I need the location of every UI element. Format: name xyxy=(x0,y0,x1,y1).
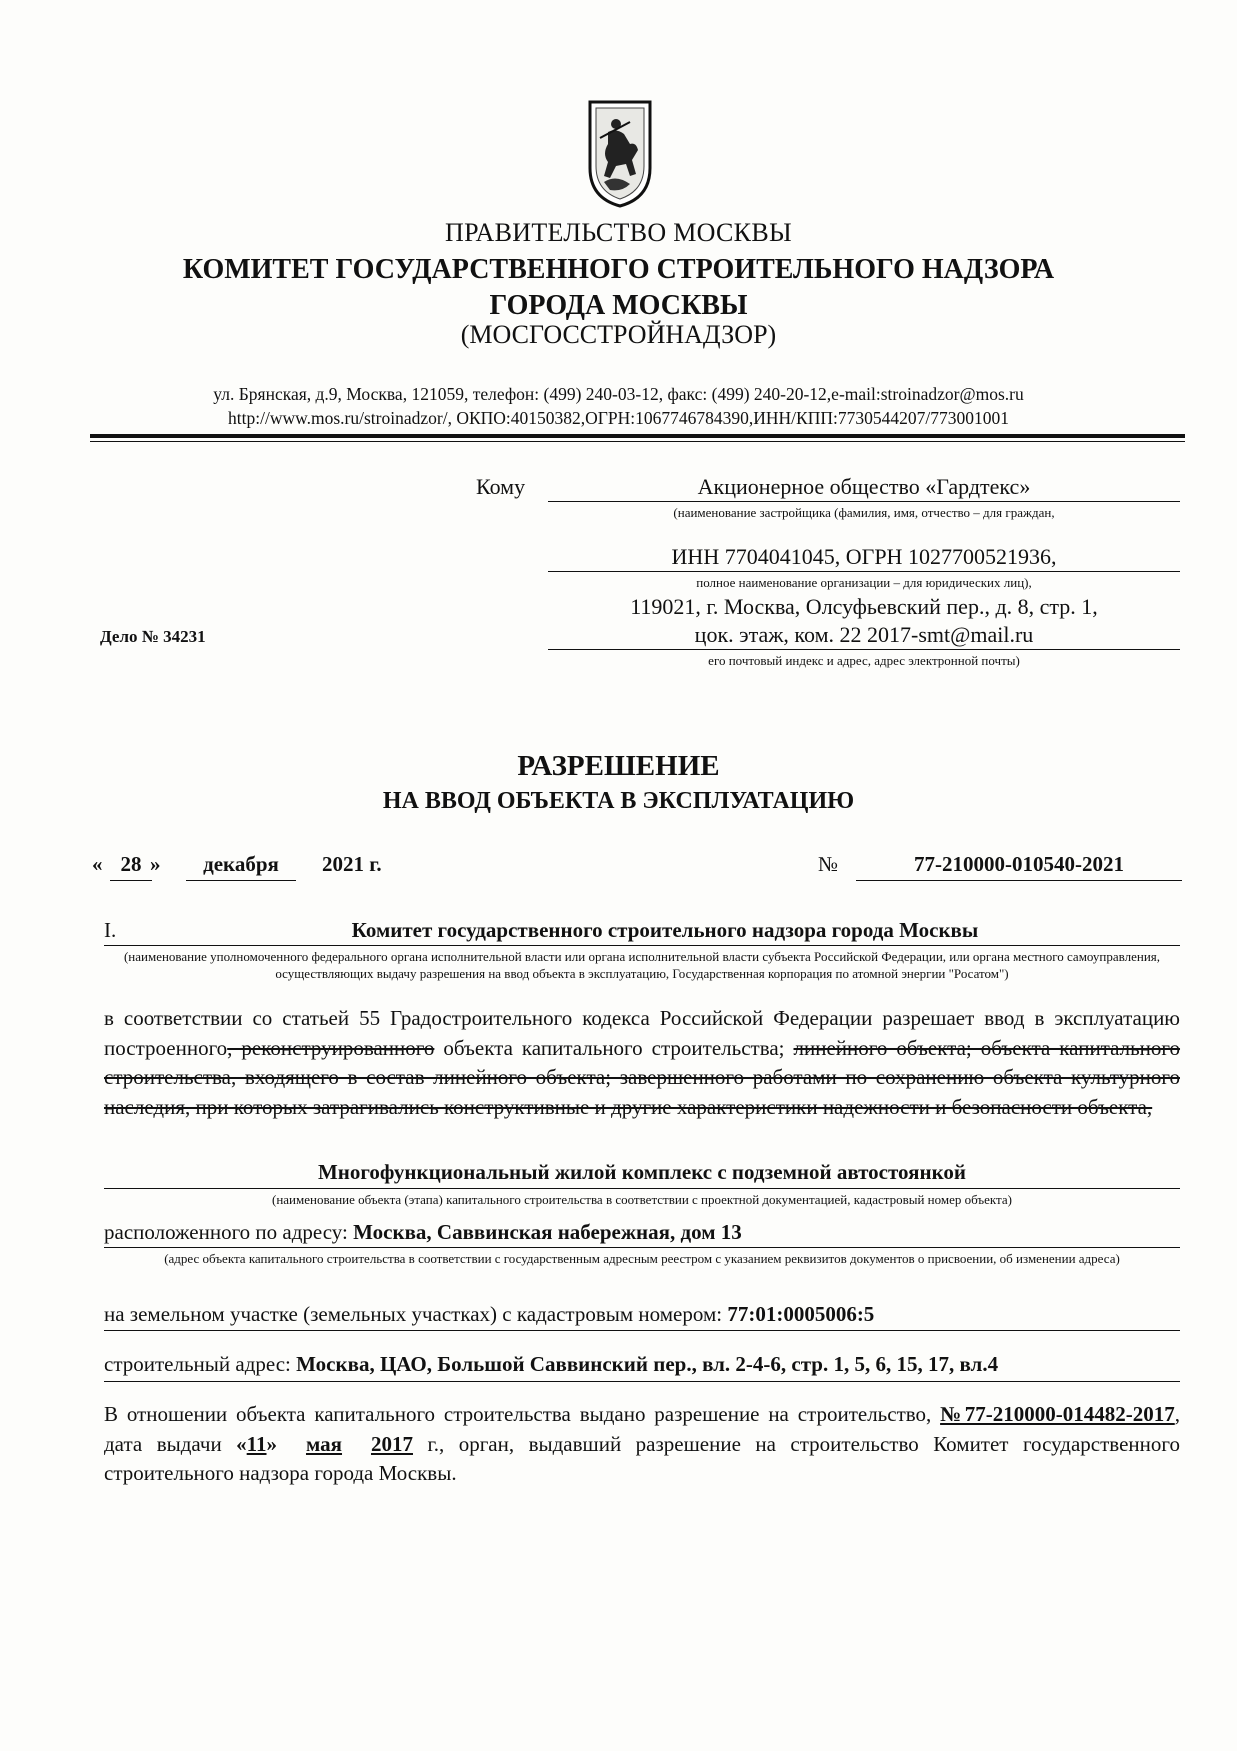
header-divider-thick xyxy=(90,434,1185,438)
object-address-note: (адрес объекта капитального строительства в соответствии с государственным адресным реестром с указанием реквизитов документов о присвоении, об изменении адреса) xyxy=(164,1251,1120,1266)
recipient-name-underline xyxy=(548,501,1180,502)
object-name-underline xyxy=(104,1188,1180,1189)
construction-address-underline xyxy=(104,1381,1180,1382)
building-permit-month: мая xyxy=(305,1431,343,1456)
cadastral-number: 77:01:0005006:5 xyxy=(727,1302,875,1326)
object-address-value: Москва, Саввинская набережная, дом 13 xyxy=(353,1220,742,1244)
building-permit-text-a: В отношении объекта капитального строительства выдано разрешение на строительство, xyxy=(104,1402,941,1426)
building-permit-open-quote: « xyxy=(236,1431,247,1456)
object-address-line xyxy=(104,1220,742,1245)
recipient-address-line2: цок. этаж, ком. 22 2017-smt@mail.ru xyxy=(694,622,1034,647)
construction-address-value: Москва, ЦАО, Большой Саввинский пер., вл. 2-4-6, стр. 1, 5, 6, 15, 17, вл.4 xyxy=(296,1352,999,1376)
committee-name xyxy=(0,252,1237,324)
date-close-quote: » xyxy=(150,852,161,876)
permission-text-b: объекта капитального строительства; xyxy=(434,1035,794,1060)
cadastral-line xyxy=(104,1302,874,1327)
permit-number-underline xyxy=(856,880,1182,881)
building-permit-text-b: , дата выдачи xyxy=(104,1402,1180,1456)
object-name: Многофункциональный жилой комплекс с подземной автостоянкой xyxy=(317,1160,967,1184)
construction-address-label: строительный адрес: xyxy=(104,1352,297,1376)
recipient-ids-underline xyxy=(548,571,1180,572)
committee-name-line2: ГОРОДА МОСКВЫ xyxy=(489,290,748,321)
building-permit-text-c: г., орган, выдавший разрешение на строительство Комитет государственного строительного надзора города Москвы. xyxy=(104,1431,1180,1485)
building-permit-year: 2017 xyxy=(370,1431,413,1456)
header-divider-thin xyxy=(90,441,1185,442)
committee-abbreviation: (МОСГОССТРОЙНАДЗОР) xyxy=(460,320,777,349)
recipient-ids: ИНН 7704041045, ОГРН 1027700521936, xyxy=(671,544,1057,569)
struck-object-types: линейного объекта; объекта капитального строительства, входящего в состав линейного объекта; завершенного работами по сохранению объекта культурного наследия, при которых затрагивались конструктивные и другие характеристики надежности и безопасности объекта, xyxy=(104,1035,1181,1119)
construction-address-line xyxy=(104,1352,998,1377)
permission-text-a: в соответствии со статьей 55 Градостроительного кодекса Российской Федерации разрешает ввод в эксплуатацию построенного xyxy=(104,1006,1180,1060)
building-permit-close-quote: » xyxy=(266,1431,278,1456)
authority-note: (наименование уполномоченного федерального органа исполнительной власти или органа исполнительной власти субъекта Российской Федерации, или органа местного самоуправления, осуществляющих выдачу разрешения на ввод объекта в эксплуатацию, Государственная корпорация по атомной энергии "Росатом") xyxy=(123,949,1161,981)
recipient-address-note: его почтовый индекс и адрес, адрес электронной почты) xyxy=(708,653,1020,668)
date-month: декабря xyxy=(203,852,279,876)
building-permit-day: 11 xyxy=(246,1431,267,1456)
date-open-quote: « xyxy=(92,852,103,876)
date-day: 28 xyxy=(120,852,142,876)
document-subtitle: НА ВВОД ОБЪЕКТА В ЭКСПЛУАТАЦИЮ xyxy=(382,788,855,814)
recipient-name: Акционерное общество «Гардтекс» xyxy=(697,474,1031,499)
cadastral-underline xyxy=(104,1330,1180,1331)
recipient-address-underline xyxy=(548,649,1180,650)
recipient-address-line1: 119021, г. Москва, Олсуфьевский пер., д. 8, стр. 1, xyxy=(630,594,1098,619)
document-title: РАЗРЕШЕНИЕ xyxy=(517,750,720,782)
contacts-line1: ул. Брянская, д.9, Москва, 121059, телефон: (499) 240-03-12, факс: (499) 240-20-12,e-mail:stroinadzor@mos.ru xyxy=(213,384,1024,404)
case-number: Дело № 34231 xyxy=(100,627,206,646)
contacts-block xyxy=(0,382,1237,430)
recipient-ids-note: полное наименование организации – для юридических лиц), xyxy=(696,575,1032,590)
cadastral-label: на земельном участке (земельных участках) с кадастровым номером: xyxy=(104,1302,728,1326)
struck-reconstructed: , реконструированного xyxy=(227,1035,435,1060)
permit-number-label: № xyxy=(818,852,839,876)
building-permit-paragraph xyxy=(104,1400,1180,1489)
permit-number: 77-210000-010540-2021 xyxy=(914,852,1124,876)
committee-name-line1: КОМИТЕТ ГОСУДАРСТВЕННОГО СТРОИТЕЛЬНОГО НАДЗОРА xyxy=(182,254,1055,285)
date-month-underline xyxy=(186,880,296,881)
authority-name: Комитет государственного строительного надзора города Москвы xyxy=(351,918,979,942)
object-name-note: (наименование объекта (этапа) капитального строительства в соответствии с проектной документацией, кадастровый номер объекта) xyxy=(272,1192,1012,1207)
date-day-underline xyxy=(110,880,152,881)
building-permit-number: №77-210000-014482-2017 xyxy=(940,1402,1175,1426)
section-roman-numeral: I. xyxy=(104,918,117,942)
government-name: ПРАВИТЕЛЬСТВО МОСКВЫ xyxy=(445,218,792,247)
recipient-name-note: (наименование застройщика (фамилия, имя, отчество – для граждан, xyxy=(673,505,1055,520)
date-year: 2021 г. xyxy=(322,852,382,876)
moscow-coat-of-arms-icon xyxy=(586,98,654,208)
contacts-line2: http://www.mos.ru/stroinadzor/, ОКПО:40150382,ОГРН:1067746784390,ИНН/КПП:7730544207/773001001 xyxy=(228,408,1009,428)
recipient-label: Кому xyxy=(476,474,526,499)
object-address-label: расположенного по адресу: xyxy=(104,1220,354,1244)
permission-paragraph xyxy=(104,1004,1180,1122)
object-address-underline xyxy=(104,1247,1180,1248)
authority-underline xyxy=(104,945,1180,946)
